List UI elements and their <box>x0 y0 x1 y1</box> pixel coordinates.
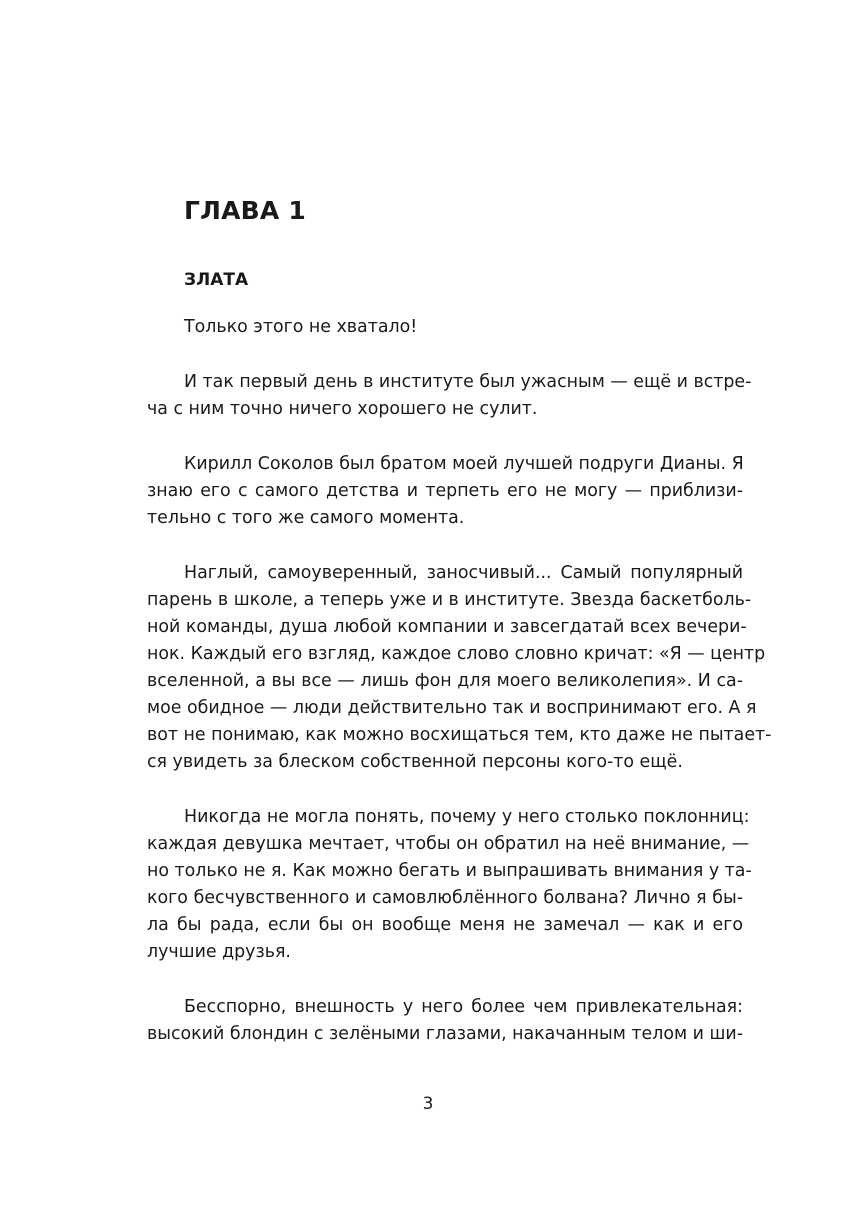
text-line: ла бы рада, если бы он вообще меня не замечал — как и его <box>147 915 743 935</box>
text-line: тельно с того же самого момента. <box>147 508 465 528</box>
text-line: парень в школе, а теперь уже и в институте. Звезда баскетболь- <box>147 590 752 610</box>
text-line: нок. Каждый его взгляд, каждое слово словно кричат: «Я — центр <box>147 644 766 664</box>
paragraph <box>147 451 743 532</box>
text-line: лучшие друзья. <box>147 942 291 962</box>
paragraph <box>147 994 743 1048</box>
text-line: Никогда не могла понять, почему у него столько поклонниц: <box>184 807 750 827</box>
text-line: Бесспорно, внешность у него более чем привлекательная: <box>184 997 743 1017</box>
chapter-title: ГЛАВА 1 <box>184 196 306 225</box>
text-line: ной команды, душа любой компании и завсегдатай всех вечери- <box>147 617 747 637</box>
text-line: мое обидное — люди действительно так и воспринимают его. А я <box>147 698 757 718</box>
text-line: но только не я. Как можно бегать и выпрашивать внимания у та- <box>147 861 752 881</box>
text-line: Кирилл Соколов был братом моей лучшей подруги Дианы. Я <box>184 454 744 474</box>
body-text <box>147 314 772 1076</box>
text-line: И так первый день в институте был ужасным — ещё и встре- <box>184 372 752 392</box>
paragraph <box>147 560 772 776</box>
section-title: ЗЛАТА <box>184 270 249 290</box>
text-line: ча с ним точно ничего хорошего не сулит. <box>147 399 538 419</box>
paragraph <box>147 804 752 966</box>
text-line: вот не понимаю, как можно восхищаться тем, кто даже не пытает- <box>147 725 772 745</box>
text-line: вселенной, а вы все — лишь фон для моего великолепия». И са- <box>147 671 743 691</box>
text-line: знаю его с самого детства и терпеть его не могу — приблизи- <box>147 481 743 501</box>
page-number: 3 <box>422 1094 434 1114</box>
text-line: Только этого не хватало! <box>184 317 418 337</box>
paragraph <box>147 369 752 423</box>
text-line: Наглый, самоуверенный, заносчивый... Самый популярный <box>184 563 743 583</box>
text-line: высокий блондин с зелёными глазами, накачанным телом и ши- <box>147 1024 743 1044</box>
text-line: каждая девушка мечтает, чтобы он обратил на неё внимание, — <box>147 834 750 854</box>
paragraph <box>147 314 743 341</box>
text-line: ся увидеть за блеском собственной персоны кого-то ещё. <box>147 752 683 772</box>
text-line: кого бесчувственного и самовлюблённого болвана? Лично я бы- <box>147 888 743 908</box>
